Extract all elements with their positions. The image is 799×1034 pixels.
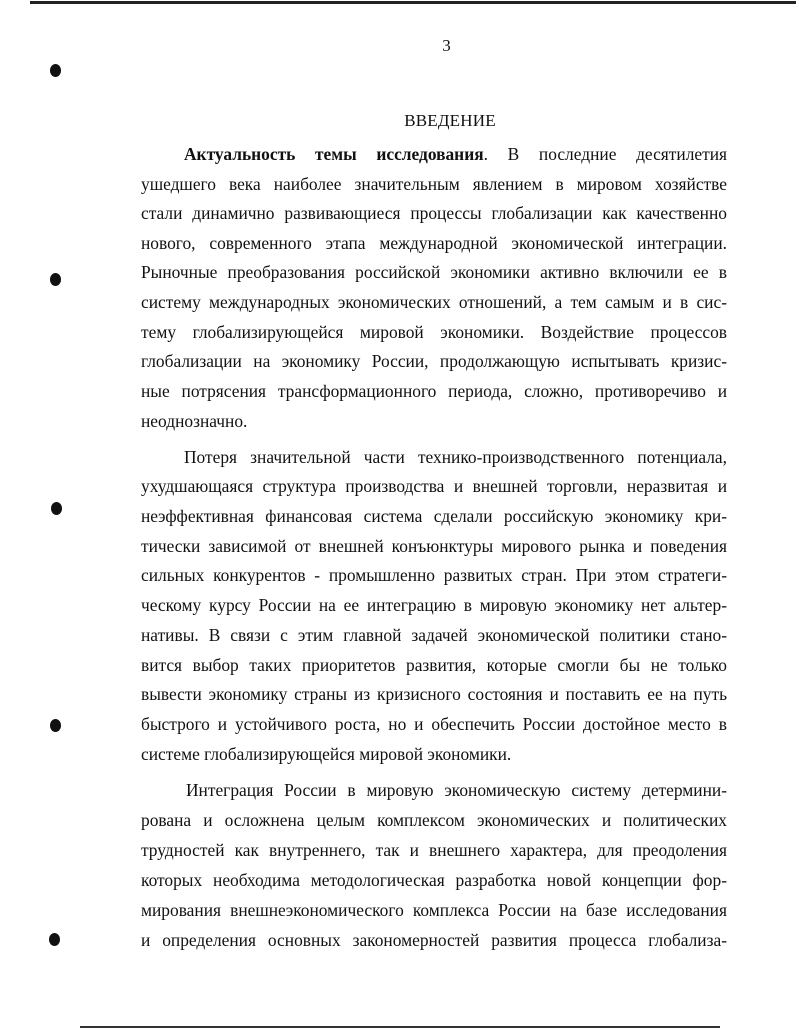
text-line: ушедшего века наиболее значительным явлением в мировом хозяйстве: [141, 174, 727, 194]
text-line: систему международных экономических отношений, а тем самым и в сис-: [141, 292, 727, 312]
text-line: Интеграция России в мировую экономическую систему детермини-: [186, 780, 727, 800]
text-line: и определения основных закономерностей развития процесса глобализа-: [141, 930, 727, 950]
scan-top-edge: [30, 1, 796, 4]
text-line: неоднозначно.: [141, 411, 248, 431]
text-line: тически зависимой от внешней конъюнктуры мирового рынка и поведения: [141, 536, 727, 556]
text-line: которых необходима методологическая разработка новой концепции фор-: [141, 870, 727, 890]
text-line: нового, современного этапа международной экономической интеграции.: [141, 233, 727, 253]
text-line: глобализации на экономику России, продолжающую испытывать кризис-: [141, 351, 727, 371]
text-line: мирования внешнеэкономического комплекса России на базе исследования: [141, 900, 727, 920]
text-line: вывести экономику страны из кризисного состояния и поставить ее на путь: [141, 684, 727, 704]
text-line: рована и осложнена целым комплексом экономических и политических: [141, 810, 727, 830]
binding-hole-4: [50, 719, 61, 732]
text-line: системе глобализирующейся мировой экономики.: [141, 744, 512, 764]
section-heading: ВВЕДЕНИЕ: [404, 111, 496, 130]
page-number: 3: [442, 36, 451, 55]
text-line: стали динамично развивающиеся процессы глобализации как качественно: [141, 203, 727, 223]
text-line: ческому курсу России на ее интеграцию в мировую экономику нет альтер-: [141, 595, 727, 615]
text-line: быстрого и устойчивого роста, но и обеспечить России достойное место в: [141, 714, 727, 734]
binding-hole-5: [49, 933, 60, 946]
text-line: нативы. В связи с этим главной задачей экономической политики стано-: [141, 625, 727, 645]
bold-lead: Актуальность темы исследования: [184, 144, 484, 164]
text-line: ухудшающаяся структура производства и внешней торговли, неразвитая и: [141, 476, 727, 496]
text-line: ные потрясения трансформационного периода, сложно, противоречиво и: [141, 381, 727, 401]
scan-bottom-edge: [80, 1026, 720, 1028]
text-line: Актуальность темы исследования. В последние десятилетия: [184, 144, 727, 164]
binding-hole-3: [51, 502, 62, 515]
text-line: Потеря значительной части технико-производственного потенциала,: [184, 447, 727, 467]
binding-hole-1: [50, 64, 61, 77]
text-line: трудностей как внутреннего, так и внешнего характера, для преодоления: [141, 840, 727, 860]
text-line: Рыночные преобразования российской экономики активно включили ее в: [141, 262, 727, 282]
text-line: вится выбор таких приоритетов развития, которые смогли бы не только: [141, 655, 727, 675]
text-line: неэффективная финансовая система сделали российскую экономику кри-: [141, 506, 727, 526]
binding-hole-2: [50, 273, 61, 286]
text-line: сильных конкурентов - промышленно развитых стран. При этом стратеги-: [141, 565, 727, 585]
text-line: тему глобализирующейся мировой экономики. Воздействие процессов: [141, 322, 727, 342]
